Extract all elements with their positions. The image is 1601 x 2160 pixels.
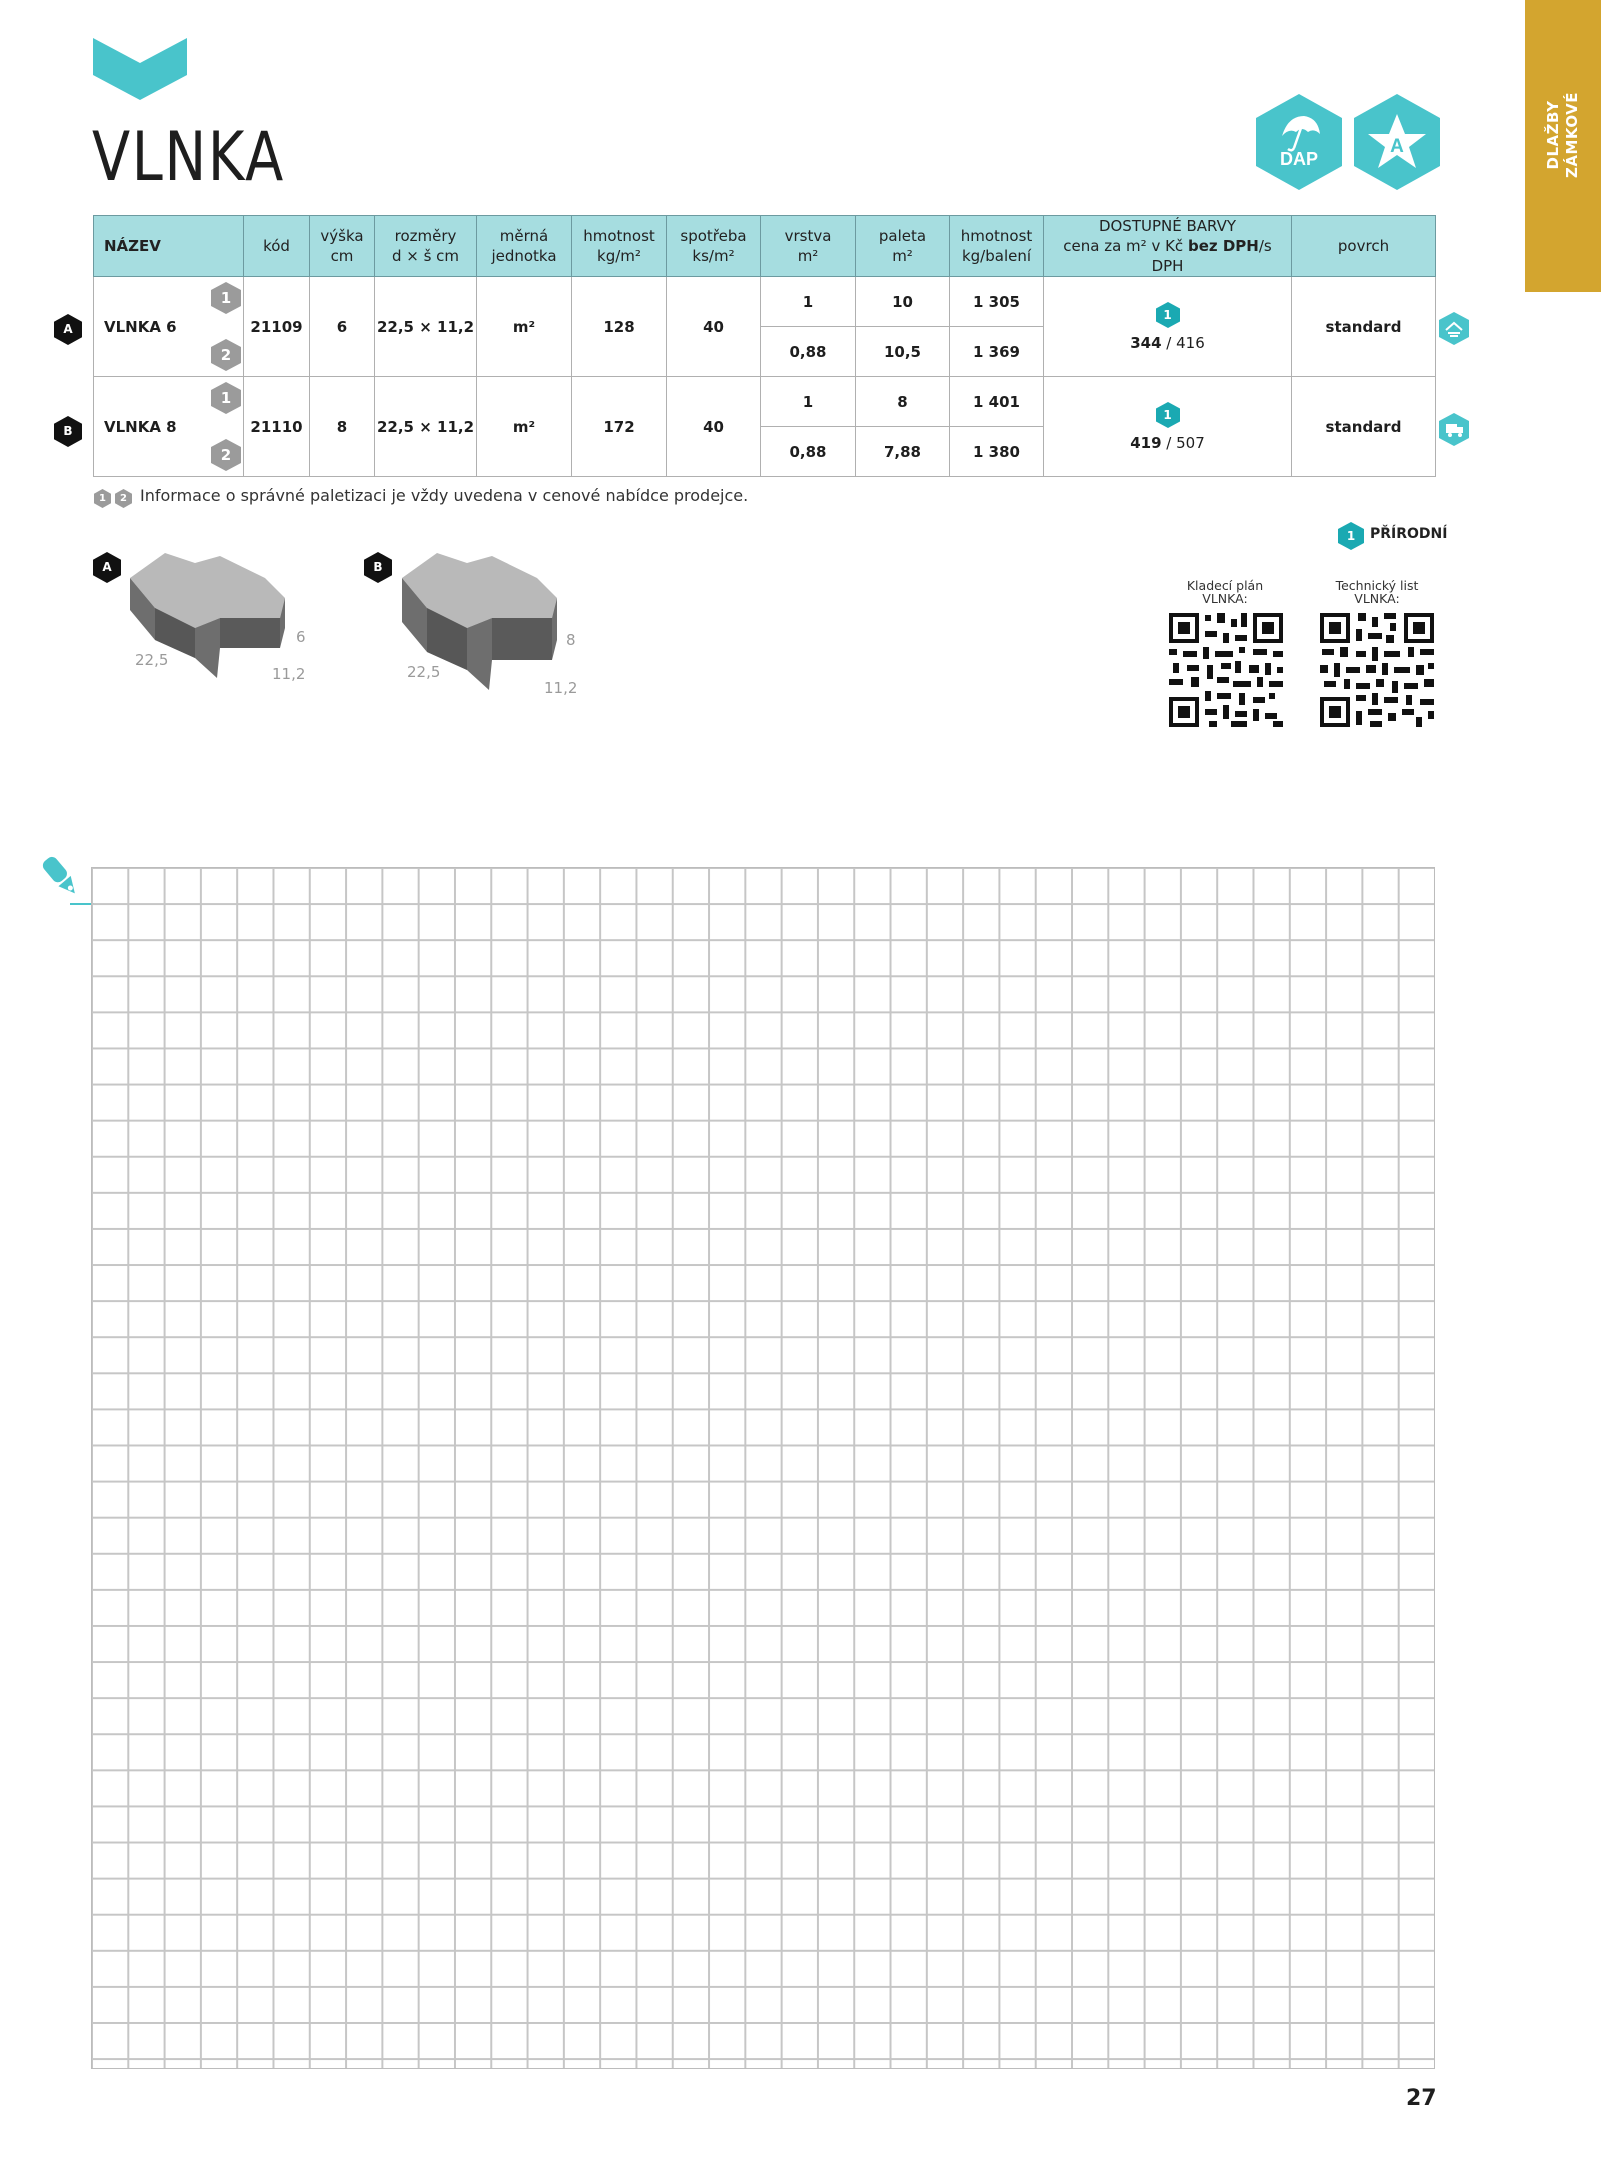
vyska-cell: 8 xyxy=(310,377,375,477)
header-vyska: výška cm xyxy=(310,216,375,277)
header-hmotnost-baleni: hmotnost kg/balení xyxy=(950,216,1044,277)
rozmery-cell: 22,5 × 11,2 xyxy=(375,377,477,477)
color-number-badge: 1 xyxy=(1338,522,1364,550)
paleta-cell: 10 xyxy=(856,277,950,327)
vrstva-cell: 1 xyxy=(761,377,856,427)
color-legend xyxy=(1338,522,1448,550)
dimension-height-label: 6 xyxy=(296,628,306,646)
header-hmotnost: hmotnost kg/m² xyxy=(572,216,667,277)
baleni-cell: 1 380 xyxy=(950,427,1044,477)
dimension-length-label: 22,5 xyxy=(407,663,441,681)
qr-label-laying-plan: Kladecí plán VLNKA: xyxy=(1186,578,1264,606)
chevron-logo-icon xyxy=(93,38,187,100)
section-tab-label: DLAŽBY ZÁMKOVÉ xyxy=(1544,91,1581,179)
hmotnost-cell: 128 xyxy=(572,277,667,377)
paleta-cell: 10,5 xyxy=(856,327,950,377)
price-cell: 1 419 / 507 xyxy=(1044,377,1292,477)
row-marker-a: A xyxy=(54,314,82,345)
option-number-badge: 1 xyxy=(211,382,241,414)
table-header-row xyxy=(94,216,1436,277)
section-side-tab xyxy=(1525,0,1601,292)
option-number-badge: 1 xyxy=(211,282,241,314)
paleta-cell: 8 xyxy=(856,377,950,427)
qr-code-laying-plan[interactable] xyxy=(1169,613,1283,727)
dimension-length-label: 22,5 xyxy=(135,651,169,669)
header-merna-jednotka: měrná jednotka xyxy=(477,216,572,277)
header-kod: kód xyxy=(244,216,310,277)
price-s-dph: 507 xyxy=(1176,433,1205,452)
notes-grid[interactable] xyxy=(91,867,1435,2069)
product-name: VLNKA 8 xyxy=(104,417,177,436)
vrstva-cell: 0,88 xyxy=(761,327,856,377)
header-nazev: NÁZEV xyxy=(94,216,244,277)
note-number-badge: 1 xyxy=(94,489,111,508)
page-number: 27 xyxy=(1406,2086,1437,2111)
baleni-cell: 1 401 xyxy=(950,377,1044,427)
option-number-badge: 2 xyxy=(211,439,241,471)
rozmery-cell: 22,5 × 11,2 xyxy=(375,277,477,377)
dimension-width-label: 11,2 xyxy=(544,679,578,697)
laying-pattern-icon xyxy=(1439,312,1469,345)
jednotka-cell: m² xyxy=(477,277,572,377)
paleta-cell: 7,88 xyxy=(856,427,950,477)
vrstva-cell: 1 xyxy=(761,277,856,327)
baleni-cell: 1 369 xyxy=(950,327,1044,377)
header-dostupne-barvy: DOSTUPNÉ BARVY cena za m² v Kč bez DPH/s DPH xyxy=(1044,216,1292,277)
baleni-cell: 1 305 xyxy=(950,277,1044,327)
color-number-badge: 1 xyxy=(1156,402,1180,428)
spotreba-cell: 40 xyxy=(667,277,761,377)
color-number-badge: 1 xyxy=(1156,302,1180,328)
product-name: VLNKA 6 xyxy=(104,317,177,336)
svg-text:A: A xyxy=(1390,136,1404,157)
spotreba-cell: 40 xyxy=(667,377,761,477)
kod-cell: 21110 xyxy=(244,377,310,477)
note-number-badge: 2 xyxy=(115,489,132,508)
option-number-badge: 2 xyxy=(211,339,241,371)
price-bez-dph: 344 xyxy=(1130,333,1162,352)
hmotnost-cell: 172 xyxy=(572,377,667,477)
header-paleta: paleta m² xyxy=(856,216,950,277)
price-cell: 1 344 / 416 xyxy=(1044,277,1292,377)
povrch-cell: standard xyxy=(1292,377,1436,477)
price-bez-dph: 419 xyxy=(1130,433,1162,452)
header-povrch: povrch xyxy=(1292,216,1436,277)
vyska-cell: 6 xyxy=(310,277,375,377)
row-marker-b: B xyxy=(54,416,82,447)
header-spotreba: spotřeba ks/m² xyxy=(667,216,761,277)
product-marker-b: B xyxy=(364,552,392,583)
dap-badge xyxy=(1256,94,1342,190)
product-name-cell xyxy=(94,377,244,477)
header-vrstva: vrstva m² xyxy=(761,216,856,277)
svg-text:DAP: DAP xyxy=(1279,149,1319,169)
truck-traffic-icon xyxy=(1439,413,1469,446)
palletization-note: Informace o správné paletizaci je vždy uvedena v cenové nabídce prodejce. xyxy=(140,486,749,505)
vrstva-cell: 0,88 xyxy=(761,427,856,477)
product-spec-table xyxy=(93,215,1436,477)
povrch-cell: standard xyxy=(1292,277,1436,377)
kod-cell: 21109 xyxy=(244,277,310,377)
dimension-height-label: 8 xyxy=(566,631,576,649)
page-title: VLNKA xyxy=(92,118,285,197)
product-marker-a: A xyxy=(93,552,121,583)
class-a-badge xyxy=(1354,94,1440,190)
qr-label-technical-sheet: Technický list VLNKA: xyxy=(1335,578,1419,606)
table-row xyxy=(94,277,1436,327)
product-name-cell xyxy=(94,277,244,377)
color-legend-label: PŘÍRODNÍ xyxy=(1370,526,1448,542)
header-rozmery: rozměry d × š cm xyxy=(375,216,477,277)
price-s-dph: 416 xyxy=(1176,333,1205,352)
jednotka-cell: m² xyxy=(477,377,572,477)
qr-code-technical-sheet[interactable] xyxy=(1320,613,1434,727)
dimension-width-label: 11,2 xyxy=(272,665,306,683)
table-row xyxy=(94,377,1436,427)
pen-notes-icon xyxy=(36,852,94,908)
